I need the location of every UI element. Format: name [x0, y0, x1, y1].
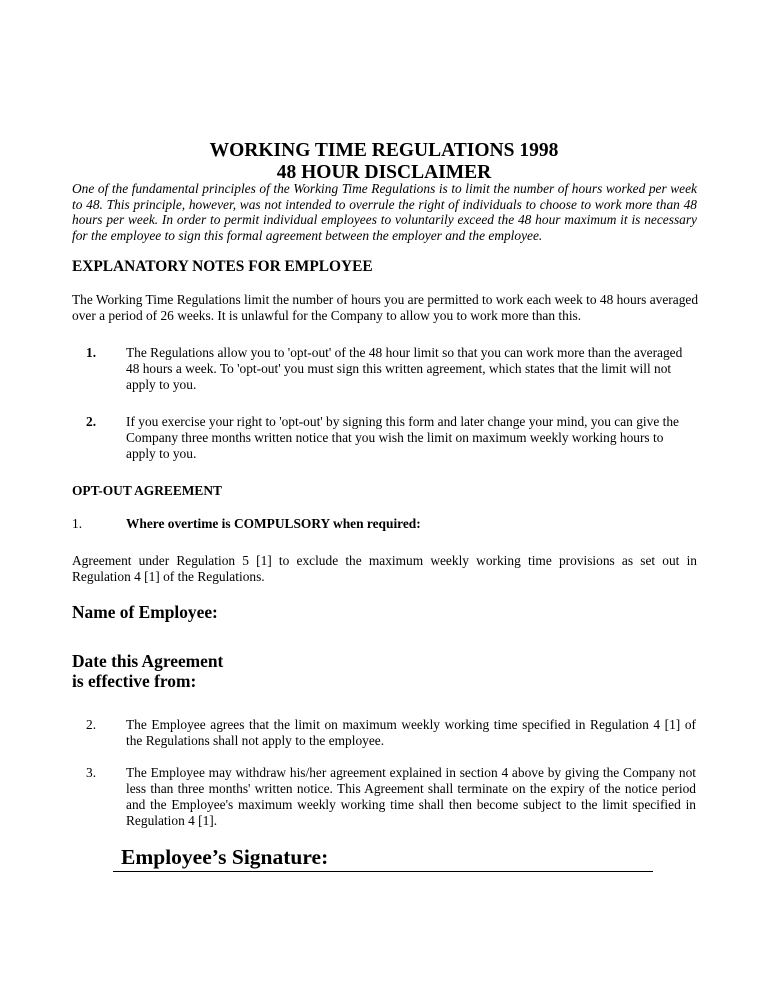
signature-label: Employee’s Signature: [121, 845, 329, 869]
clause-text: The Employee may withdraw his/her agreement explained in section 4 above by giving the Company not less than three months' written notice. This Agreement shall terminate on the expiry of the notice period and the Employee's maximum weekly working time shall then become subject to the limit specified in Regulation 4 [1]. [126, 765, 696, 828]
clause-text: The Employee agrees that the limit on maximum weekly working time specified in Regulation 4 [1] of the Regulations shall not apply to the employee. [126, 717, 696, 748]
effective-date-label [72, 651, 223, 691]
explanatory-notes-heading: EXPLANATORY NOTES FOR EMPLOYEE [72, 258, 373, 275]
clause-number: 1. [72, 516, 83, 531]
clause-text: Where overtime is COMPULSORY when required: [126, 516, 421, 531]
note-text: The Regulations allow you to 'opt-out' of the 48 hour limit so that you can work more than the averaged 48 hours a week. To 'opt-out' you must sign this written agreement, which states that the limit will not apply to you. [126, 345, 683, 392]
clause-number: 3. [86, 765, 97, 780]
signature-line[interactable] [113, 845, 653, 872]
date-label-line-2: is effective from: [72, 671, 197, 691]
note-text: If you exercise your right to 'opt-out' by signing this form and later change your mind, you can give the Company three months written notice that you wish the limit on maximum weekly working hours to apply to you. [126, 414, 679, 461]
intro-paragraph: One of the fundamental principles of the Working Time Regulations is to limit the number of hours worked per week to 48. This principle, however, was not intended to overrule the right of individuals to choose to work more than 48 hours per week. In order to permit individual employees to voluntarily exceed the 48 hour maximum it is necessary for the employee to sign this formal agreement between the employer and the employee. [72, 181, 697, 243]
date-label-line-1: Date this Agreement [72, 651, 224, 671]
title-line-2: 48 HOUR DISCLAIMER [276, 162, 492, 183]
page-title [0, 140, 768, 184]
note-number: 1. [86, 345, 97, 360]
employee-name-label: Name of Employee: [72, 602, 218, 622]
note-number: 2. [86, 414, 97, 429]
opt-out-heading: OPT-OUT AGREEMENT [72, 483, 222, 498]
explanatory-paragraph: The Working Time Regulations limit the number of hours you are permitted to work each week to 48 hours averaged over a period of 26 weeks. It is unlawful for the Company to allow you to work more than this. [72, 292, 699, 323]
agreement-paragraph: Agreement under Regulation 5 [1] to exclude the maximum weekly working time provisions as set out in Regulation 4 [1] of the Regulations. [72, 553, 697, 584]
title-line-1: WORKING TIME REGULATIONS 1998 [209, 140, 559, 161]
clause-number: 2. [86, 717, 97, 732]
